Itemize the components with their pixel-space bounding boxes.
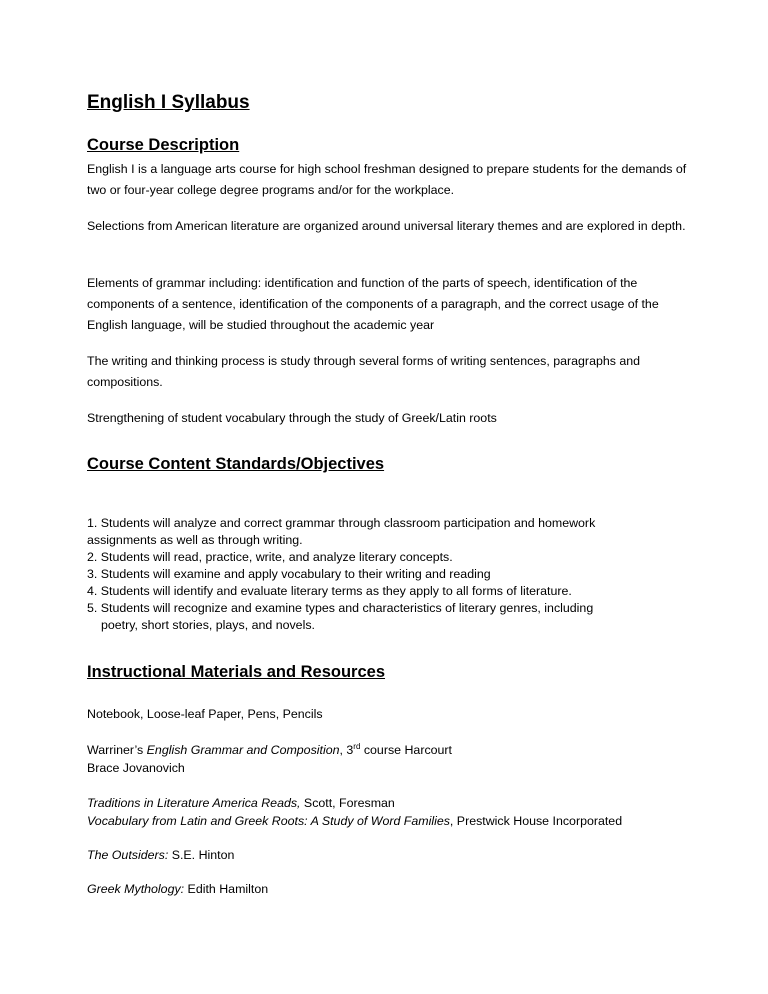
vocabulary-publisher: , Prestwick House Incorporated	[449, 814, 623, 828]
objective-item-5-continued: poetry, short stories, plays, and novels.	[101, 618, 315, 632]
materials-heading: Instructional Materials and Resources	[87, 663, 386, 681]
mythology-book-title: Greek Mythology:	[87, 882, 185, 896]
document-title: English I Syllabus	[87, 92, 250, 113]
objective-item-5: 5. Students will recognize and examine types and characteristics of literary genres, including	[87, 601, 594, 615]
objective-item-1-continued: assignments as well as through writing.	[87, 533, 303, 547]
outsiders-book-title: The Outsiders:	[87, 848, 169, 862]
traditions-book-title: Traditions in Literature America Reads,	[87, 796, 301, 810]
objective-item-3: 3. Students will examine and apply vocabulary to their writing and reading	[87, 567, 491, 581]
warriner-entry	[87, 741, 707, 777]
description-paragraph-3: Elements of grammar including: identification and function of the parts of speech, identification of the components of a sentence, identification of the components of a paragraph, and the correct usage of the English language, will be studied throughout the academic year	[87, 276, 659, 332]
warriner-rest: course Harcourt	[360, 743, 452, 757]
standards-heading: Course Content Standards/Objectives	[87, 455, 385, 473]
description-paragraph-1: English I is a language arts course for high school freshman designed to prepare students for the demands of two or four-year college degree programs and/or for the workplace.	[87, 162, 687, 197]
objective-item-2: 2. Students will read, practice, write, and analyze literary concepts.	[87, 550, 453, 564]
description-paragraph-5: Strengthening of student vocabulary through the study of Greek/Latin roots	[87, 411, 497, 425]
description-paragraph-4: The writing and thinking process is study through several forms of writing sentences, paragraphs and compositions.	[87, 354, 641, 389]
vocabulary-entry	[87, 812, 707, 830]
description-paragraph-2: Selections from American literature are organized around universal literary themes and are explored in depth.	[87, 219, 686, 233]
supplies-line: Notebook, Loose-leaf Paper, Pens, Pencils	[87, 707, 323, 721]
warriner-edition-suffix: rd	[353, 741, 361, 751]
objectives-list	[87, 515, 697, 634]
outsiders-entry	[87, 846, 707, 864]
mythology-entry	[87, 880, 707, 898]
outsiders-author: S.E. Hinton	[168, 848, 235, 862]
mythology-author: Edith Hamilton	[184, 882, 269, 896]
objective-item-1: 1. Students will analyze and correct grammar through classroom participation and homework	[87, 516, 596, 530]
vocabulary-book-title: Vocabulary from Latin and Greek Roots: A Study of Word Families	[87, 814, 450, 828]
warriner-edition-number: , 3	[339, 743, 354, 757]
course-description-heading: Course Description	[87, 136, 240, 154]
traditions-publisher: Scott, Foresman	[300, 796, 395, 810]
warriner-book-title: English Grammar and Composition	[146, 743, 340, 757]
traditions-entry	[87, 794, 707, 812]
objective-item-4: 4. Students will identify and evaluate literary terms as they apply to all forms of literature.	[87, 584, 572, 598]
warriner-prefix: Warriner’s	[87, 743, 147, 757]
warriner-publisher-line: Brace Jovanovich	[87, 761, 185, 775]
